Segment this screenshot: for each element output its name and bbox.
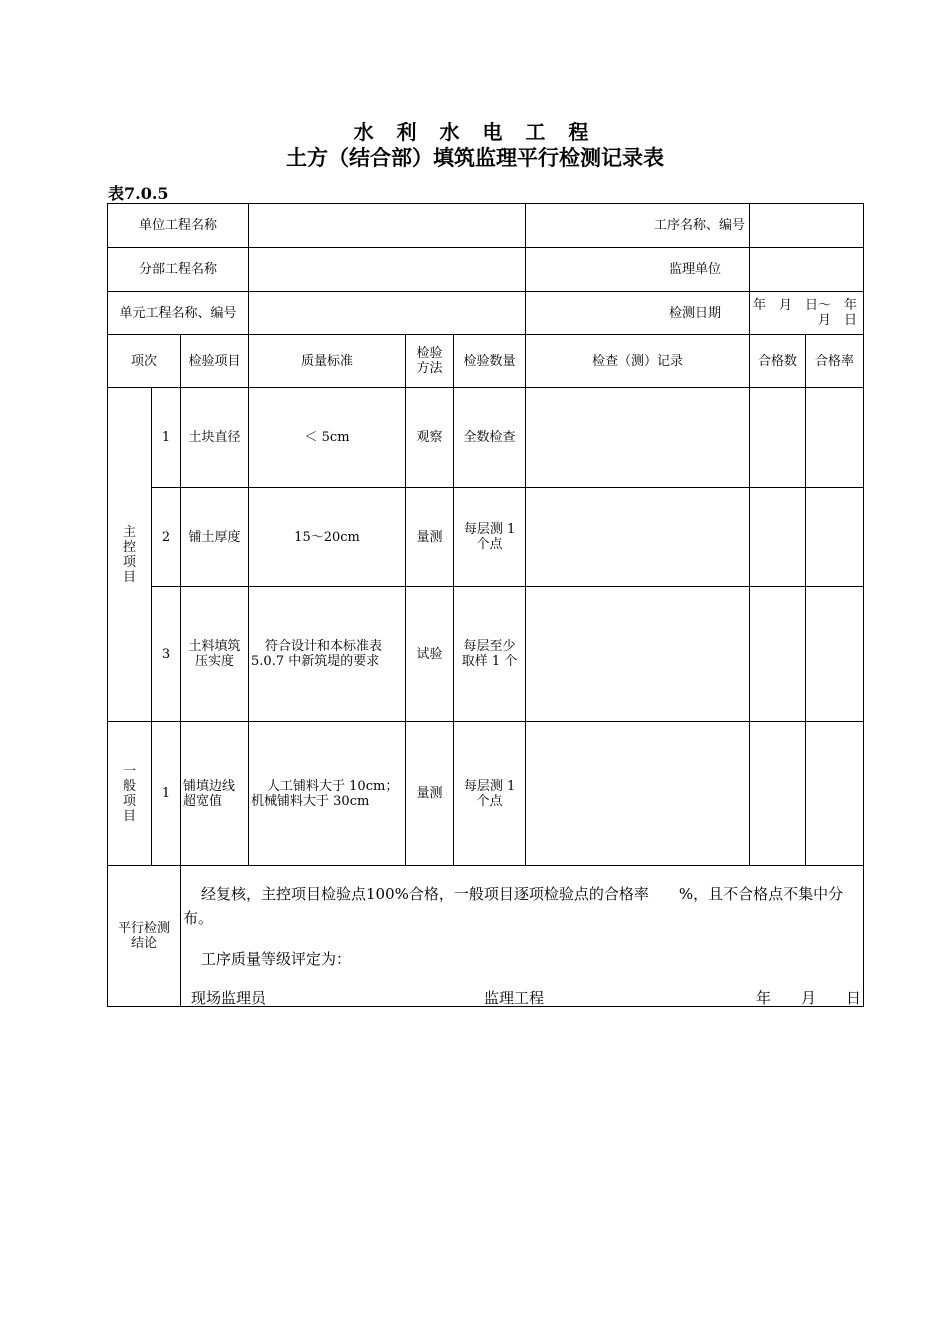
row-pass-count[interactable] xyxy=(750,587,806,722)
row-no: 1 xyxy=(152,722,181,866)
table-row xyxy=(108,722,864,866)
process-value[interactable] xyxy=(750,204,864,248)
row-standard: 符合设计和本标准表 5.0.7 中新筑堤的要求 xyxy=(249,587,406,722)
date-label: 检测日期 xyxy=(526,292,750,335)
signature-row xyxy=(191,988,861,1006)
row-no: 1 xyxy=(152,388,181,488)
row-quantity: 每层至少取样 1 个 xyxy=(454,587,526,722)
row-pass-rate[interactable] xyxy=(806,388,864,488)
row-no: 3 xyxy=(152,587,181,722)
conclusion-content[interactable] xyxy=(181,866,864,1007)
col-standard: 质量标准 xyxy=(249,335,406,388)
main-group-label: 主控项目 xyxy=(122,524,136,585)
division-value[interactable] xyxy=(249,248,526,292)
site-inspector-label: 现场监理员 xyxy=(191,989,267,1007)
row-record[interactable] xyxy=(526,722,750,866)
info-row-unit xyxy=(108,204,864,248)
conclusion-label: 平行检测结论 xyxy=(117,921,170,951)
general-group-label: 一般项目 xyxy=(122,763,136,824)
row-pass-count[interactable] xyxy=(750,388,806,488)
title-line-1: 水 利 水 电 工 程 xyxy=(353,120,597,144)
col-record: 检查（测）记录 xyxy=(526,335,750,388)
row-standard: 15～20cm xyxy=(249,488,406,587)
row-pass-count[interactable] xyxy=(750,722,806,866)
row-item: 土料填筑压实度 xyxy=(181,587,249,722)
table-row xyxy=(108,587,864,722)
col-item-no: 项次 xyxy=(108,335,181,388)
row-item: 铺土厚度 xyxy=(181,488,249,587)
row-standard: 人工铺料大于 10cm；机械铺料大于 30cm xyxy=(249,722,406,866)
record-form-table xyxy=(107,203,871,1007)
supervisor-unit-value[interactable] xyxy=(750,248,864,292)
conclusion-text: 经复核，主控项目检验点100%合格，一般项目逐项检验点的合格率 %，且不合格点不集中分布。 xyxy=(183,885,844,927)
quality-grade-text: 工序质量等级评定为： xyxy=(201,950,352,968)
row-quantity: 每层测 1 个点 xyxy=(454,722,526,866)
info-row-element xyxy=(108,292,864,335)
col-method xyxy=(406,335,454,388)
row-method: 试验 xyxy=(406,587,454,722)
sign-date: 年 月 日 xyxy=(756,989,862,1007)
row-record[interactable] xyxy=(526,488,750,587)
column-header-row xyxy=(108,335,864,388)
col-quantity: 检验数量 xyxy=(454,335,526,388)
process-label: 工序名称、编号 xyxy=(526,204,750,248)
date-value[interactable]: 年 月 日～ 年 月 日 xyxy=(750,292,864,335)
row-pass-rate[interactable] xyxy=(806,587,864,722)
col-method-text: 检验方法 xyxy=(416,346,443,376)
row-method: 观察 xyxy=(406,388,454,488)
table-row xyxy=(108,488,864,587)
conclusion-row xyxy=(108,866,864,1007)
main-group-cell xyxy=(108,388,152,722)
row-record[interactable] xyxy=(526,388,750,488)
row-quantity: 全数检查 xyxy=(454,388,526,488)
element-label: 单元工程名称、编号 xyxy=(108,292,249,335)
division-label: 分部工程名称 xyxy=(108,248,249,292)
row-item: 铺填边线超宽值 xyxy=(181,722,249,866)
element-value[interactable] xyxy=(249,292,526,335)
row-pass-rate[interactable] xyxy=(806,722,864,866)
supervisor-unit-label: 监理单位 xyxy=(526,248,750,292)
col-check-item: 检验项目 xyxy=(181,335,249,388)
col-pass-rate: 合格率 xyxy=(806,335,864,388)
row-method: 量测 xyxy=(406,488,454,587)
row-record[interactable] xyxy=(526,587,750,722)
row-standard: ＜ 5cm xyxy=(249,388,406,488)
supervising-engineer-label: 监理工程 xyxy=(484,989,545,1007)
row-method: 量测 xyxy=(406,722,454,866)
conclusion-label-cell xyxy=(108,866,181,1007)
info-row-division xyxy=(108,248,864,292)
general-group-cell xyxy=(108,722,152,866)
title-line-2: 土方（结合部）填筑监理平行检测记录表 xyxy=(286,145,664,170)
row-pass-count[interactable] xyxy=(750,488,806,587)
row-item: 土块直径 xyxy=(181,388,249,488)
table-row xyxy=(108,388,864,488)
unit-project-value[interactable] xyxy=(249,204,526,248)
col-pass-count: 合格数 xyxy=(750,335,806,388)
row-pass-rate[interactable] xyxy=(806,488,864,587)
unit-project-label: 单位工程名称 xyxy=(108,204,249,248)
table-number: 表7.0.5 xyxy=(108,184,169,203)
row-quantity: 每层测 1 个点 xyxy=(454,488,526,587)
row-no: 2 xyxy=(152,488,181,587)
